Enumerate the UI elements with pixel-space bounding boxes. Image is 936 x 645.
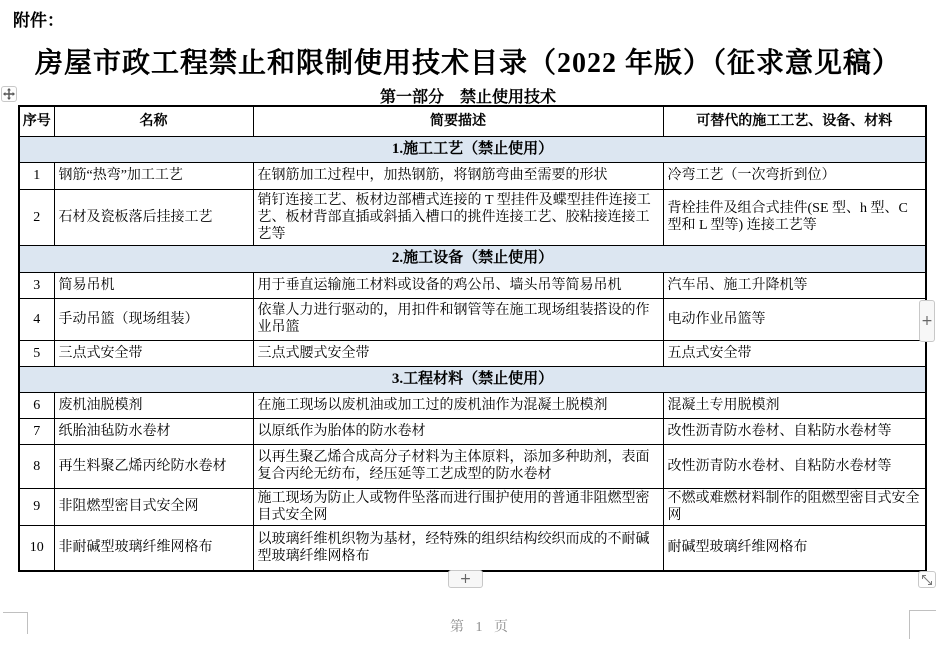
table-row <box>19 488 926 525</box>
table-row <box>19 444 926 488</box>
cell-name[interactable]: 再生料聚乙烯丙纶防水卷材 <box>54 444 253 488</box>
cell-serial[interactable]: 8 <box>19 444 54 488</box>
cell-serial[interactable]: 1 <box>19 162 54 189</box>
cell-name[interactable]: 简易吊机 <box>54 272 253 298</box>
footer-corner-mark-right <box>909 610 936 639</box>
cell-description[interactable]: 用于垂直运输施工材料或设备的鸡公吊、墙头吊等简易吊机 <box>253 272 663 298</box>
col-header-description[interactable]: 简要描述 <box>253 106 663 136</box>
section-label[interactable]: 2.施工设备（禁止使用） <box>19 245 926 272</box>
section-row <box>19 366 926 392</box>
cell-alternatives[interactable]: 汽车吊、施工升降机等 <box>663 272 926 298</box>
table-row <box>19 272 926 298</box>
table-row <box>19 340 926 366</box>
cell-alternatives[interactable]: 耐碱型玻璃纤维网格布 <box>663 525 926 571</box>
table-resize-handle[interactable] <box>918 571 936 588</box>
document-title: 房屋市政工程禁止和限制使用技术目录（2022 年版）（征求意见稿） <box>34 48 901 79</box>
cell-serial[interactable]: 3 <box>19 272 54 298</box>
cell-serial[interactable]: 9 <box>19 488 54 525</box>
plus-icon: + <box>921 313 933 329</box>
cell-description[interactable]: 依靠人力进行驱动的，用扣件和钢管等在施工现场组装搭设的作业吊篮 <box>253 298 663 340</box>
move-icon <box>3 88 15 100</box>
section-label[interactable]: 3.工程材料（禁止使用） <box>19 366 926 392</box>
cell-description[interactable]: 在施工现场以废机油或加工过的废机油作为混凝土脱模剂 <box>253 392 663 418</box>
attachment-label: 附件： <box>13 11 64 30</box>
cell-name[interactable]: 钢筋“热弯”加工工艺 <box>54 162 253 189</box>
table-row <box>19 392 926 418</box>
cell-alternatives[interactable]: 电动作业吊篮等 <box>663 298 926 340</box>
section-label[interactable]: 1.施工工艺（禁止使用） <box>19 136 926 162</box>
cell-serial[interactable]: 7 <box>19 418 54 444</box>
cell-alternatives[interactable]: 五点式安全带 <box>663 340 926 366</box>
header-row <box>19 106 926 136</box>
resize-diagonal-icon <box>921 574 933 586</box>
table-move-handle[interactable] <box>1 86 17 102</box>
part-heading: 第一部分 禁止使用技术 <box>379 89 556 106</box>
cell-serial[interactable]: 6 <box>19 392 54 418</box>
cell-serial[interactable]: 4 <box>19 298 54 340</box>
cell-alternatives[interactable]: 改性沥青防水卷材、自粘防水卷材等 <box>663 418 926 444</box>
col-header-alternatives[interactable]: 可替代的施工工艺、设备、材料 <box>663 106 926 136</box>
cell-name[interactable]: 三点式安全带 <box>54 340 253 366</box>
footer-page-number: 第 1 页 <box>450 620 512 635</box>
section-row <box>19 136 926 162</box>
cell-description[interactable]: 在钢筋加工过程中，加热钢筋，将钢筋弯曲至需要的形状 <box>253 162 663 189</box>
table-row <box>19 162 926 189</box>
cell-alternatives[interactable]: 混凝土专用脱模剂 <box>663 392 926 418</box>
cell-description[interactable]: 施工现场为防止人或物件坠落而进行围护使用的普通非阻燃型密目式安全网 <box>253 488 663 525</box>
cell-name[interactable]: 废机油脱模剂 <box>54 392 253 418</box>
cell-description[interactable]: 以玻璃纤维机织物为基材，经特殊的组织结构绞织而成的不耐碱型玻璃纤维网格布 <box>253 525 663 571</box>
cell-name[interactable]: 石材及瓷板落后挂接工艺 <box>54 189 253 245</box>
cell-description[interactable]: 销钉连接工艺、板材边部槽式连接的 T 型挂件及蝶型挂件连接工艺、板材背部直插或斜插入槽口的挑件连接工艺、胶粘接连接工艺等 <box>253 189 663 245</box>
cell-serial[interactable]: 10 <box>19 525 54 571</box>
section-row <box>19 245 926 272</box>
add-row-button[interactable] <box>448 570 483 588</box>
cell-serial[interactable]: 5 <box>19 340 54 366</box>
cell-name[interactable]: 非耐碱型玻璃纤维网格布 <box>54 525 253 571</box>
cell-description[interactable]: 三点式腰式安全带 <box>253 340 663 366</box>
plus-icon: + <box>459 571 472 587</box>
footer-corner-mark-left <box>3 612 28 634</box>
cell-alternatives[interactable]: 改性沥青防水卷材、自粘防水卷材等 <box>663 444 926 488</box>
table-row <box>19 298 926 340</box>
table-row <box>19 418 926 444</box>
col-header-name[interactable]: 名称 <box>54 106 253 136</box>
cell-alternatives[interactable]: 冷弯工艺（一次弯折到位） <box>663 162 926 189</box>
table-row <box>19 525 926 571</box>
prohibited-tech-table <box>18 105 927 572</box>
cell-alternatives[interactable]: 不燃或难燃材料制作的阻燃型密目式安全网 <box>663 488 926 525</box>
col-header-serial[interactable]: 序号 <box>19 106 54 136</box>
cell-name[interactable]: 非阻燃型密目式安全网 <box>54 488 253 525</box>
cell-name[interactable]: 手动吊篮（现场组装） <box>54 298 253 340</box>
add-column-button[interactable] <box>919 300 935 342</box>
cell-serial[interactable]: 2 <box>19 189 54 245</box>
table-row <box>19 189 926 245</box>
cell-description[interactable]: 以原纸作为胎体的防水卷材 <box>253 418 663 444</box>
cell-name[interactable]: 纸胎油毡防水卷材 <box>54 418 253 444</box>
cell-alternatives[interactable]: 背栓挂件及组合式挂件(SE 型、h 型、C 型和 L 型等) 连接工艺等 <box>663 189 926 245</box>
cell-description[interactable]: 以再生聚乙烯合成高分子材料为主体原料，添加多种助剂，表面复合丙纶无纺布，经压延等工艺成型的防水卷材 <box>253 444 663 488</box>
